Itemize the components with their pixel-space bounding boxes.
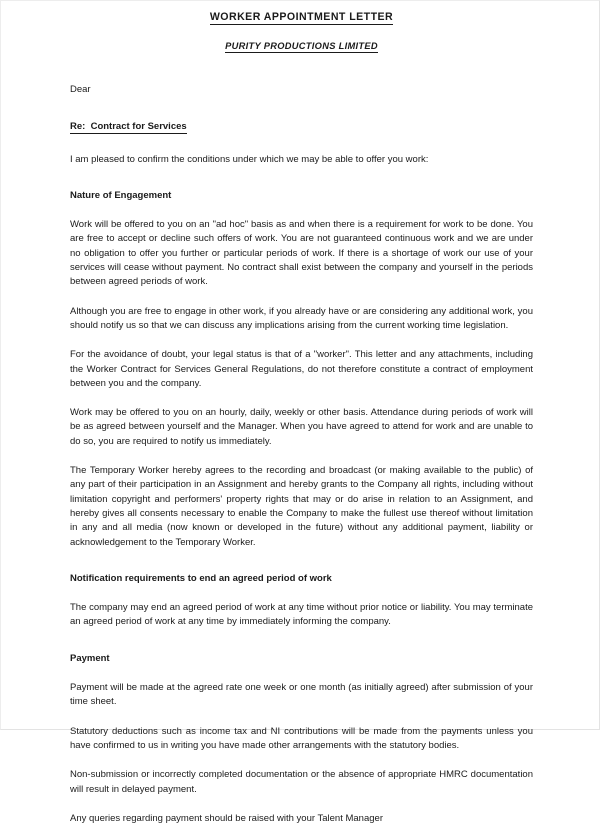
document-subtitle	[70, 24, 533, 53]
body-paragraph: The Temporary Worker hereby agrees to the recording and broadcast (or making available to the public) of any part of their participation in an Assignment and hereby grants to the Company all rights, including without limitation copyright and performers' property rights that may or do arise in relation to an Assignment, and hereby gives all consents necessary to enable the Company to make the fullest use thereof without limitation in any and all media (now known or developed in the future) without any additional payment, liability or acknowledgement to the Temporary Worker.	[70, 465, 533, 548]
subject-line	[70, 97, 533, 134]
body-paragraph: Statutory deductions such as income tax and NI contributions will be made from the payments unless you have confirmed to us in writing you have made other arrangements with the statutory bodies.	[70, 725, 533, 751]
section-payment	[70, 630, 533, 826]
body-paragraph: Although you are free to engage in other work, if you already have or are considering any additional work, you should notify us so that we can discuss any implications arising from the current working time legislation.	[70, 305, 533, 331]
salutation: Dear	[70, 84, 91, 95]
section-heading: Payment	[70, 652, 110, 664]
body-paragraph: Any queries regarding payment should be raised with your Talent Manager	[70, 812, 383, 824]
section-heading: Notification requirements to end an agreed period of work	[70, 572, 332, 584]
body-paragraph: Work may be offered to you on an hourly, daily, weekly or other basis. Attendance during periods of work will be as agreed between yourself and the Manager. When you have agreed to attend for work and are unable to do so, you are required to notify us immediately.	[70, 407, 533, 447]
intro-paragraph: I am pleased to confirm the conditions under which we may be able to offer you work:	[70, 153, 429, 165]
document-subtitle-text: PURITY PRODUCTIONS LIMITED	[225, 41, 378, 51]
section-nature-of-engagement	[70, 167, 533, 550]
section-notification-requirements	[70, 550, 533, 630]
body-paragraph: For the avoidance of doubt, your legal status is that of a "worker". This letter and any attachments, including the Worker Contract for Services General Regulations, do not therefore constitute a contract of employment between you and the company.	[70, 349, 533, 389]
document-title	[70, 1, 533, 24]
body-paragraph: The company may end an agreed period of work at any time without prior notice or liability. You may terminate an agreed period of work at any time by immediately informing the company.	[70, 602, 533, 628]
body-paragraph: Payment will be made at the agreed rate one week or one month (as initially agreed) after submission of your time sheet.	[70, 682, 533, 708]
subject-line-text: Re: Contract for Services	[70, 121, 187, 133]
section-heading: Nature of Engagement	[70, 189, 172, 201]
document-text-column	[70, 1, 533, 826]
body-paragraph: Non-submission or incorrectly completed documentation or the absence of appropriate HMRC documentation will result in delayed payment.	[70, 769, 533, 795]
document-title-text: WORKER APPOINTMENT LETTER	[209, 11, 394, 23]
body-paragraph: Work will be offered to you on an "ad hoc" basis as and when there is a requirement for work to be done. You are free to accept or decline such offers of work. You are not guaranteed continuous work and we are under no obligation to offer you further or particular periods of work. If there is a shortage of work our use of your services will cease without payment. No contract shall exist between the company and yourself in the periods between agreed periods of work.	[70, 219, 533, 288]
